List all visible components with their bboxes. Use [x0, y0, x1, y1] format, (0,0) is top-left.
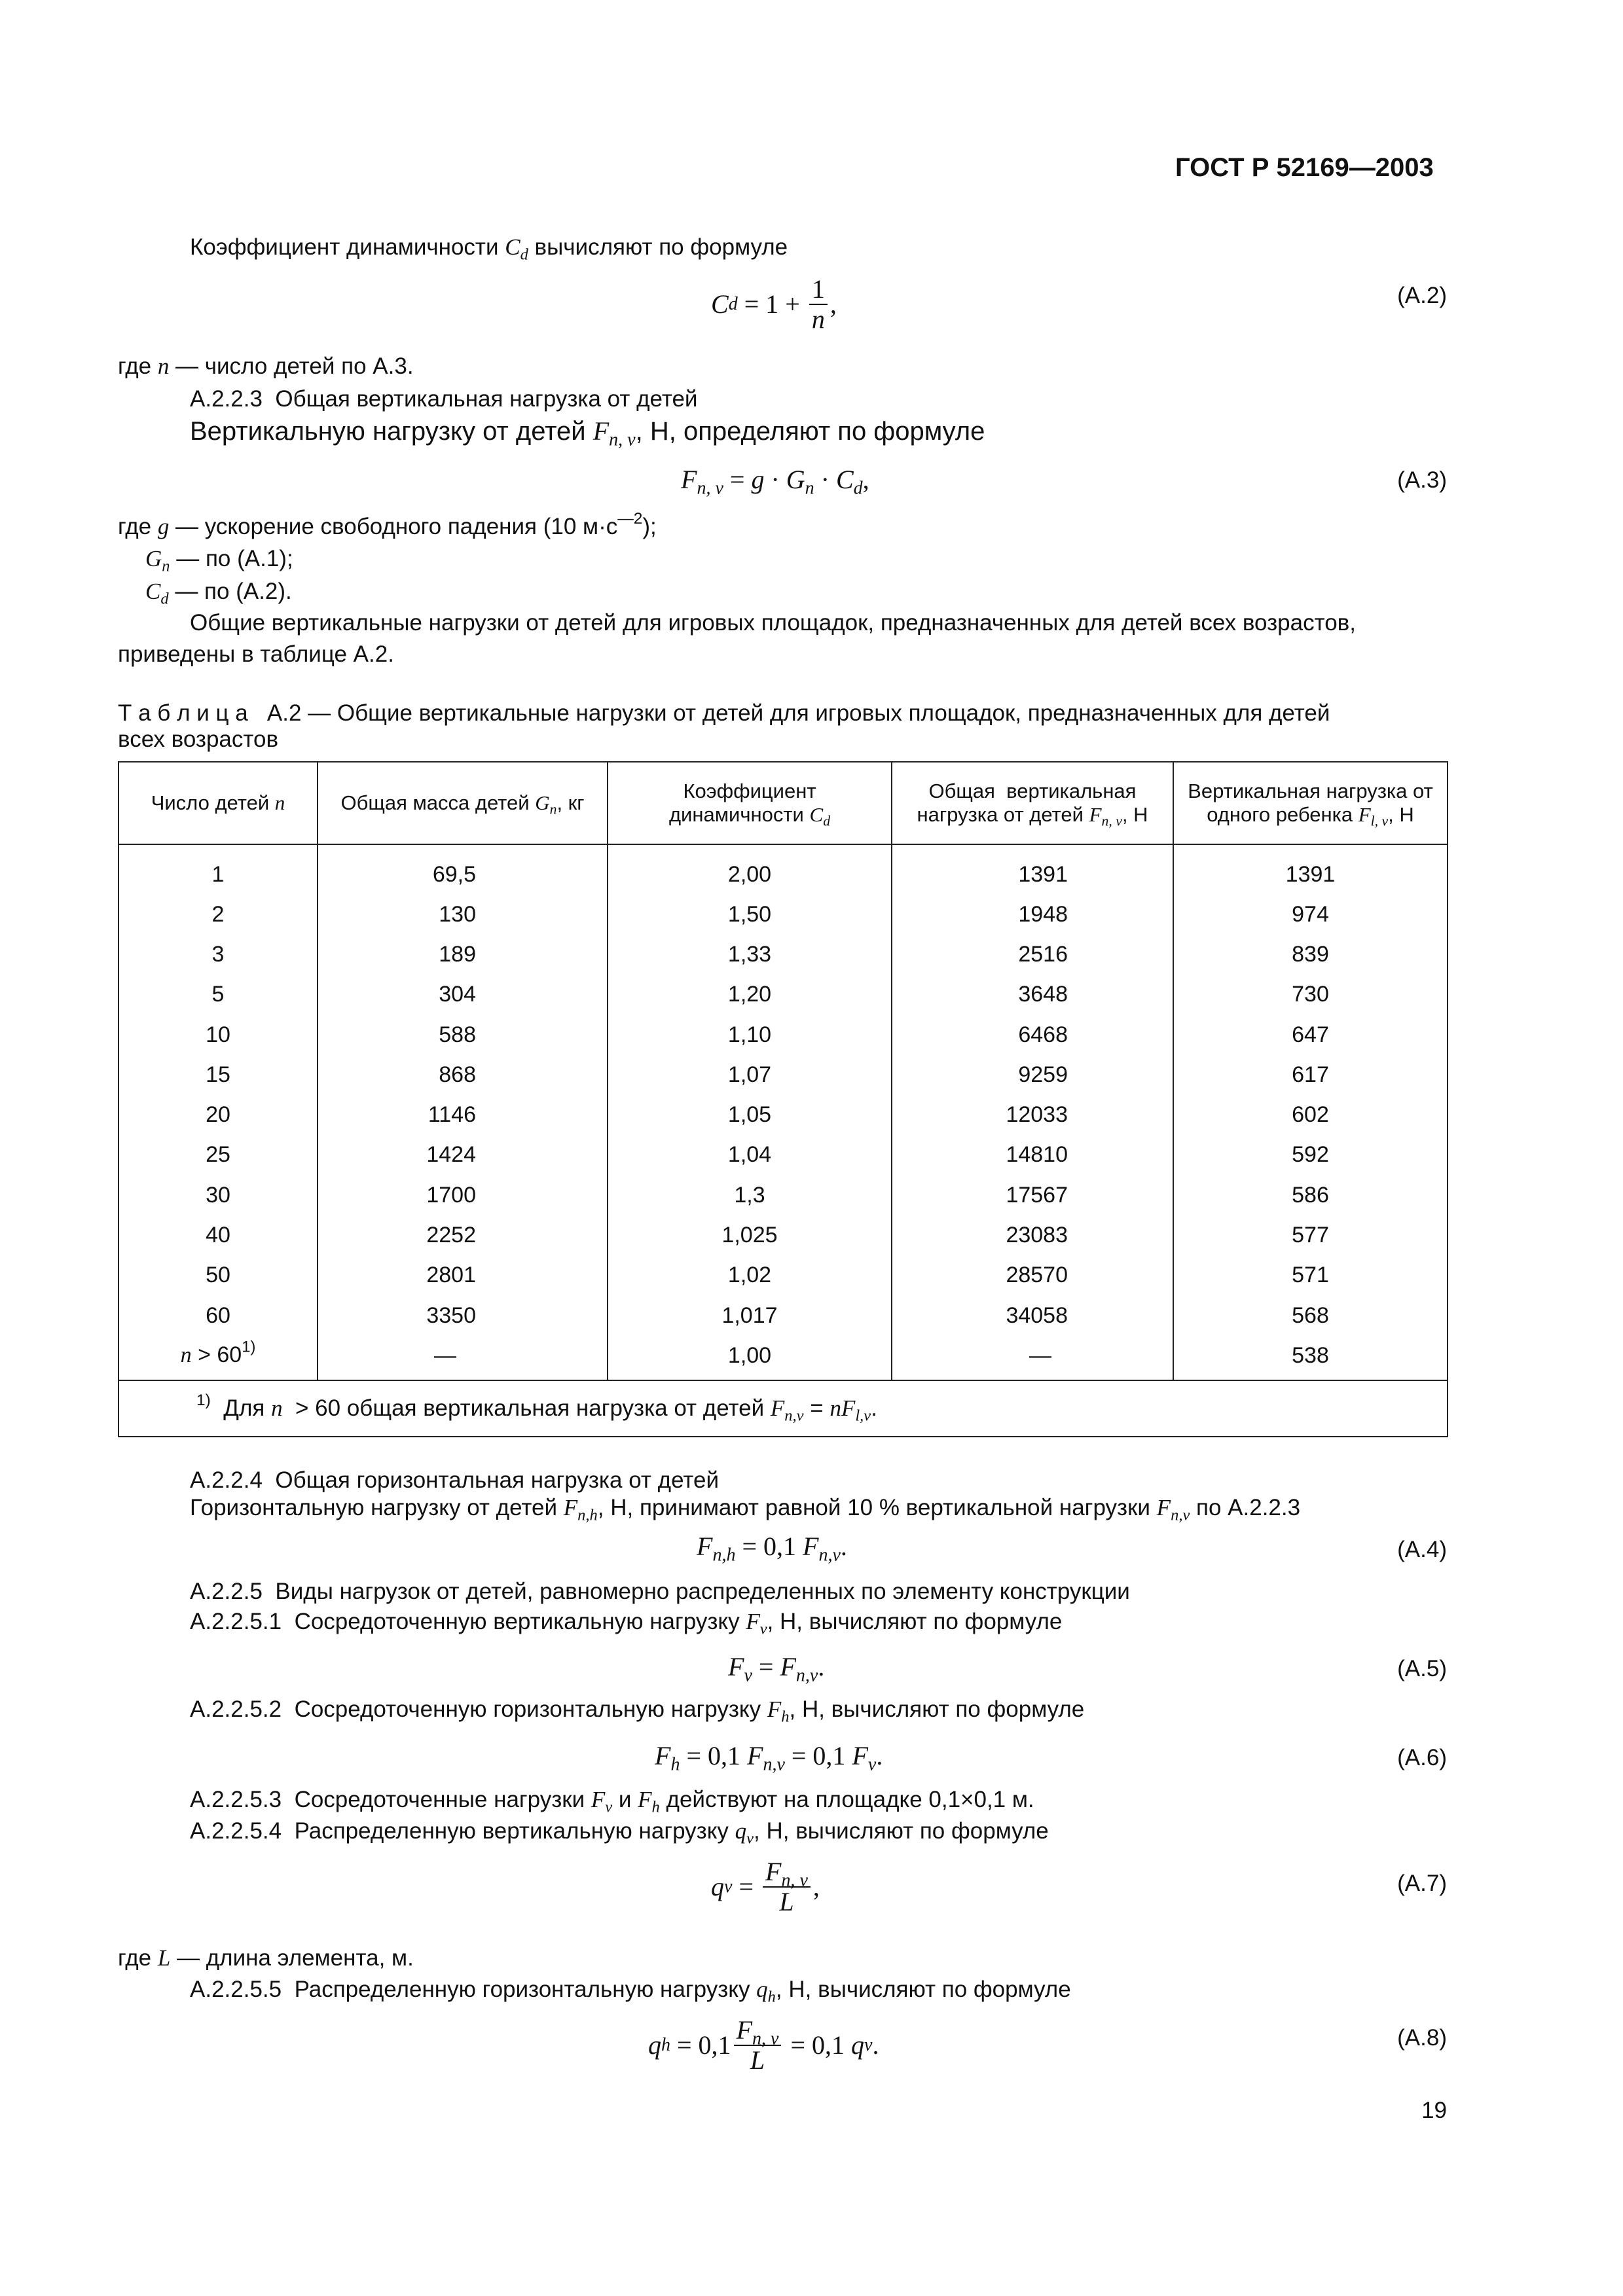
cell-total-load: 9259 — [892, 1054, 1173, 1094]
table-footnote: $^{1)}$ Для n > 60 общая вертикальная нагрузка от детей $F_{n,v} = nF_{l,v}$. — [119, 1380, 1448, 1437]
equation-a8: q h = 0,1 $\frac{F_{n, v}}{L}$ = 0,1 q v . — [648, 2015, 879, 2075]
cell-coef: 1,02 — [608, 1255, 892, 1295]
definition-g: где g — ускорение свободного падения (10 $м\cdot с^{—2}$); — [118, 510, 657, 539]
equation-a5: $F_v = F_{n,v}$. — [728, 1652, 825, 1686]
cell-mass: 69,5 — [318, 844, 608, 894]
section-a223-heading: А.2.2.3 Общая вертикальная нагрузка от детей — [190, 386, 698, 412]
cell-coef: 1,017 — [608, 1295, 892, 1335]
cell-single-load: 538 — [1173, 1335, 1448, 1380]
cell-n: $n > 60^{1)}$ — [119, 1335, 318, 1380]
fraction-1-over-n: $\frac{1}{n}$ — [809, 275, 828, 334]
table-row — [119, 1175, 1448, 1215]
cell-single-load: 730 — [1173, 975, 1448, 1014]
cell-coef: 1,05 — [608, 1094, 892, 1134]
definition-l: где L — длина элемента, м. — [118, 1945, 414, 1971]
cell-single-load: 617 — [1173, 1054, 1448, 1094]
cell-coef: 1,025 — [608, 1215, 892, 1255]
paragraph-general-loads-line2: приведены в таблице А.2. — [118, 641, 394, 667]
cell-mass: 130 — [318, 894, 608, 934]
cell-total-load: 2516 — [892, 934, 1173, 974]
cell-total-load: 6468 — [892, 1014, 1173, 1054]
equation-number-a5: (А.5) — [1397, 1656, 1447, 1681]
cell-coef: 1,07 — [608, 1054, 892, 1094]
cell-total-load: 1948 — [892, 894, 1173, 934]
paragraph-horizontal-load: Горизонтальную нагрузку от детей $F_{n,h}$, Н, принимают равной 10 % вертикальной нагрузки $F_{n,v}$ по А.2.2.3 — [190, 1495, 1301, 1524]
table-row — [119, 1335, 1448, 1380]
cell-coef: 1,33 — [608, 934, 892, 974]
cell-n: 10 — [119, 1014, 318, 1054]
cell-mass: 189 — [318, 934, 608, 974]
cell-single-load: 1391 — [1173, 844, 1448, 894]
cell-single-load: 586 — [1173, 1175, 1448, 1215]
cell-mass: 1700 — [318, 1175, 608, 1215]
table-row — [119, 1094, 1448, 1134]
cell-coef: 1,20 — [608, 975, 892, 1014]
document-id: ГОСТ Р 52169—2003 — [1175, 153, 1434, 182]
cell-mass: 2801 — [318, 1255, 608, 1295]
cell-single-load: 839 — [1173, 934, 1448, 974]
table-row — [119, 1255, 1448, 1295]
table-row — [119, 975, 1448, 1014]
cell-total-load: 17567 — [892, 1175, 1173, 1215]
cell-single-load: 592 — [1173, 1135, 1448, 1175]
table-caption-line1: Т а б л и ц а А.2 — Общие вертикальные нагрузки от детей для игровых площадок, предназначенных для детей — [118, 700, 1330, 726]
cell-single-load: 568 — [1173, 1295, 1448, 1335]
cell-n: 25 — [119, 1135, 318, 1175]
cell-single-load: 974 — [1173, 894, 1448, 934]
equation-number-a8: (А.8) — [1397, 2025, 1447, 2051]
cell-n: 5 — [119, 975, 318, 1014]
section-a2251: А.2.2.5.1 Сосредоточенную вертикальную нагрузку $F_v$, Н, вычисляют по формуле — [190, 1609, 1063, 1638]
table-row — [119, 934, 1448, 974]
cell-coef: 1,3 — [608, 1175, 892, 1215]
cell-coef: 1,04 — [608, 1135, 892, 1175]
cell-mass: 1146 — [318, 1094, 608, 1134]
header-children-count: Число детей n — [119, 762, 318, 844]
equation-number-a6: (А.6) — [1397, 1745, 1447, 1770]
equation-a6: $F_h = 0,1$ $F_{n,v} = 0,1$ $F_v$. — [655, 1741, 883, 1775]
section-a2254: А.2.2.5.4 Распределенную вертикальную нагрузку $q_v$, Н, вычисляют по формуле — [190, 1818, 1049, 1848]
page-number: 19 — [1421, 2098, 1447, 2123]
cell-total-load: 1391 — [892, 844, 1173, 894]
cell-single-load: 571 — [1173, 1255, 1448, 1295]
cell-mass: 3350 — [318, 1295, 608, 1335]
cell-mass: 2252 — [318, 1215, 608, 1255]
definition-gn: $G_n$ — по (А.1); — [145, 546, 293, 575]
section-a2255: А.2.2.5.5 Распределенную горизонтальную нагрузку $q_h$, Н, вычисляют по формуле — [190, 1977, 1071, 2006]
table-row — [119, 1295, 1448, 1335]
definition-n: где n — число детей по А.3. — [118, 353, 414, 379]
loads-table — [118, 761, 1448, 1437]
cell-single-load: 577 — [1173, 1215, 1448, 1255]
paragraph-general-loads-line1: Общие вертикальные нагрузки от детей для игровых площадок, предназначенных для детей всех возрастов, — [190, 610, 1357, 636]
cell-single-load: 602 — [1173, 1094, 1448, 1134]
header-single-child-load: Вертикальная нагрузка от одного ребенка $F_{l, v}$, Н — [1173, 762, 1448, 844]
cell-mass: 1424 — [318, 1135, 608, 1175]
table-row — [119, 894, 1448, 934]
cell-total-load: 3648 — [892, 975, 1173, 1014]
equation-number-a4: (А.4) — [1397, 1537, 1447, 1562]
cell-mass: 868 — [318, 1054, 608, 1094]
table-row — [119, 1014, 1448, 1054]
table-caption-line2: всех возрастов — [118, 726, 279, 752]
fraction-load-over-length-2: $\frac{F_{n, v}}{L}$ — [734, 2016, 782, 2075]
cell-n: 20 — [119, 1094, 318, 1134]
paragraph-coefficient: Коэффициент динамичности $C_d$ вычисляют по формуле — [190, 234, 788, 264]
cell-mass: — — [318, 1335, 608, 1380]
cell-mass: 304 — [318, 975, 608, 1014]
equation-a3: $F_{n, v} = g \cdot G_n \cdot C_d$, — [681, 465, 869, 499]
cell-n: 15 — [119, 1054, 318, 1094]
cell-n: 3 — [119, 934, 318, 974]
cell-total-load: 34058 — [892, 1295, 1173, 1335]
cell-total-load: 14810 — [892, 1135, 1173, 1175]
table-row — [119, 1215, 1448, 1255]
cell-total-load: — — [892, 1335, 1173, 1380]
cell-coef: 1,00 — [608, 1335, 892, 1380]
header-total-mass: Общая масса детей $G_n$, кг — [318, 762, 608, 844]
header-total-vertical-load: Общая вертикальная нагрузка от детей $F_{n, v}$, Н — [892, 762, 1173, 844]
cell-single-load: 647 — [1173, 1014, 1448, 1054]
cell-coef: 2,00 — [608, 844, 892, 894]
cell-total-load: 12033 — [892, 1094, 1173, 1134]
cell-n: 2 — [119, 894, 318, 934]
cell-coef: 1,10 — [608, 1014, 892, 1054]
cell-n: 40 — [119, 1215, 318, 1255]
section-a225-heading: А.2.2.5 Виды нагрузок от детей, равномерно распределенных по элементу конструкции — [190, 1579, 1130, 1604]
equation-number-a7: (А.7) — [1397, 1871, 1447, 1896]
section-a2253: А.2.2.5.3 Сосредоточенные нагрузки $F_v$ и $F_h$ действуют на площадке 0,1×0,1 м. — [190, 1787, 1034, 1816]
definition-cd: $C_d$ — по (А.2). — [145, 579, 292, 608]
table-row — [119, 844, 1448, 894]
cell-n: 60 — [119, 1295, 318, 1335]
equation-a7: q v = $\frac{F_{n, v}}{L}$ , — [711, 1857, 820, 1916]
section-a224-heading: А.2.2.4 Общая горизонтальная нагрузка от детей — [190, 1467, 720, 1493]
cell-mass: 588 — [318, 1014, 608, 1054]
cell-total-load: 28570 — [892, 1255, 1173, 1295]
cell-n: 1 — [119, 844, 318, 894]
cell-n: 30 — [119, 1175, 318, 1215]
paragraph-vertical-load: Вертикальную нагрузку от детей $F_{n, v}$, Н, определяют по формуле — [190, 416, 985, 450]
fraction-load-over-length: $\frac{F_{n, v}}{L}$ — [763, 1857, 811, 1916]
equation-number-a3: (А.3) — [1397, 467, 1447, 493]
equation-a4: $F_{n,h} = 0,1$ $F_{n,v}$. — [697, 1532, 847, 1566]
cell-coef: 1,50 — [608, 894, 892, 934]
header-dynamic-coefficient: Коэффициент динамичности $C_d$ — [608, 762, 892, 844]
table-row — [119, 1135, 1448, 1175]
cell-total-load: 23083 — [892, 1215, 1173, 1255]
table-row — [119, 1054, 1448, 1094]
table-footnote-row — [119, 1380, 1448, 1437]
equation-a2: C d = 1 + $\frac{1}{n}$ , — [711, 274, 837, 334]
section-a2252: А.2.2.5.2 Сосредоточенную горизонтальную нагрузку $F_h$, Н, вычисляют по формуле — [190, 1696, 1085, 1726]
cell-n: 50 — [119, 1255, 318, 1295]
equation-number-a2: (А.2) — [1397, 283, 1447, 308]
table-header-row — [119, 762, 1448, 844]
